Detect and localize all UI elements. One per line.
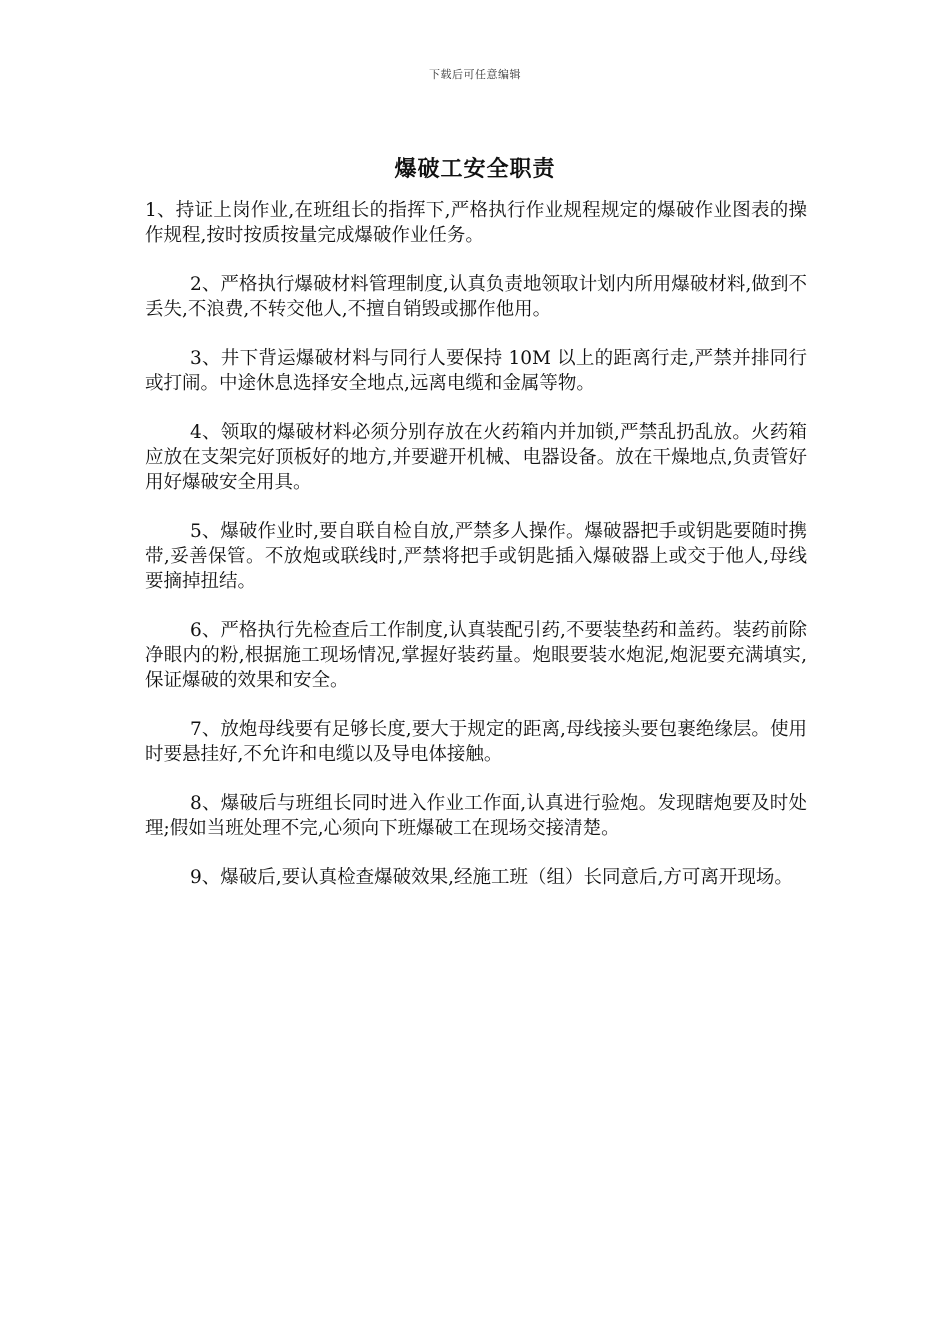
paragraph-8: 8、爆破后与班组长同时进入作业工作面,认真进行验炮。发现瞎炮要及时处理;假如当班处理不完,心须向下班爆破工在现场交接清楚。 — [145, 793, 807, 839]
paragraph-4: 4、领取的爆破材料必须分别存放在火药箱内并加锁,严禁乱扔乱放。火药箱应放在支架完好顶板好的地方,并要避开机械、电器设备。放在干燥地点,负责管好用好爆破安全用具。 — [145, 422, 807, 493]
document-body — [145, 198, 807, 914]
paragraph-9: 9、爆破后,要认真检查爆破效果,经施工班（组）长同意后,方可离开现场。 — [190, 867, 793, 888]
paragraph-2: 2、严格执行爆破材料管理制度,认真负责地领取计划内所用爆破材料,做到不丢失,不浪费,不转交他人,不擅自销毁或挪作他用。 — [145, 274, 807, 320]
header-note: 下载后可任意编辑 — [429, 68, 521, 81]
document-title: 爆破工安全职责 — [394, 156, 556, 182]
paragraph-3: 3、井下背运爆破材料与同行人要保持 10M 以上的距离行走,严禁并排同行或打闹。中途休息选择安全地点,远离电缆和金属等物。 — [145, 348, 807, 394]
paragraph-5: 5、爆破作业时,要自联自检自放,严禁多人操作。爆破器把手或钥匙要随时携带,妥善保管。不放炮或联线时,严禁将把手或钥匙插入爆破器上或交于他人,母线要摘掉扭结。 — [145, 521, 807, 592]
paragraph-7: 7、放炮母线要有足够长度,要大于规定的距离,母线接头要包裹绝缘层。使用时要悬挂好,不允许和电缆以及导电体接触。 — [145, 719, 807, 765]
paragraph-6: 6、严格执行先检查后工作制度,认真装配引药,不要装垫药和盖药。装药前除净眼内的粉,根据施工现场情况,掌握好装药量。炮眼要装水炮泥,炮泥要充满填实,保证爆破的效果和安全。 — [145, 620, 807, 691]
paragraph-1: 1、持证上岗作业,在班组长的指挥下,严格执行作业规程规定的爆破作业图表的操作规程,按时按质按量完成爆破作业任务。 — [145, 200, 807, 246]
